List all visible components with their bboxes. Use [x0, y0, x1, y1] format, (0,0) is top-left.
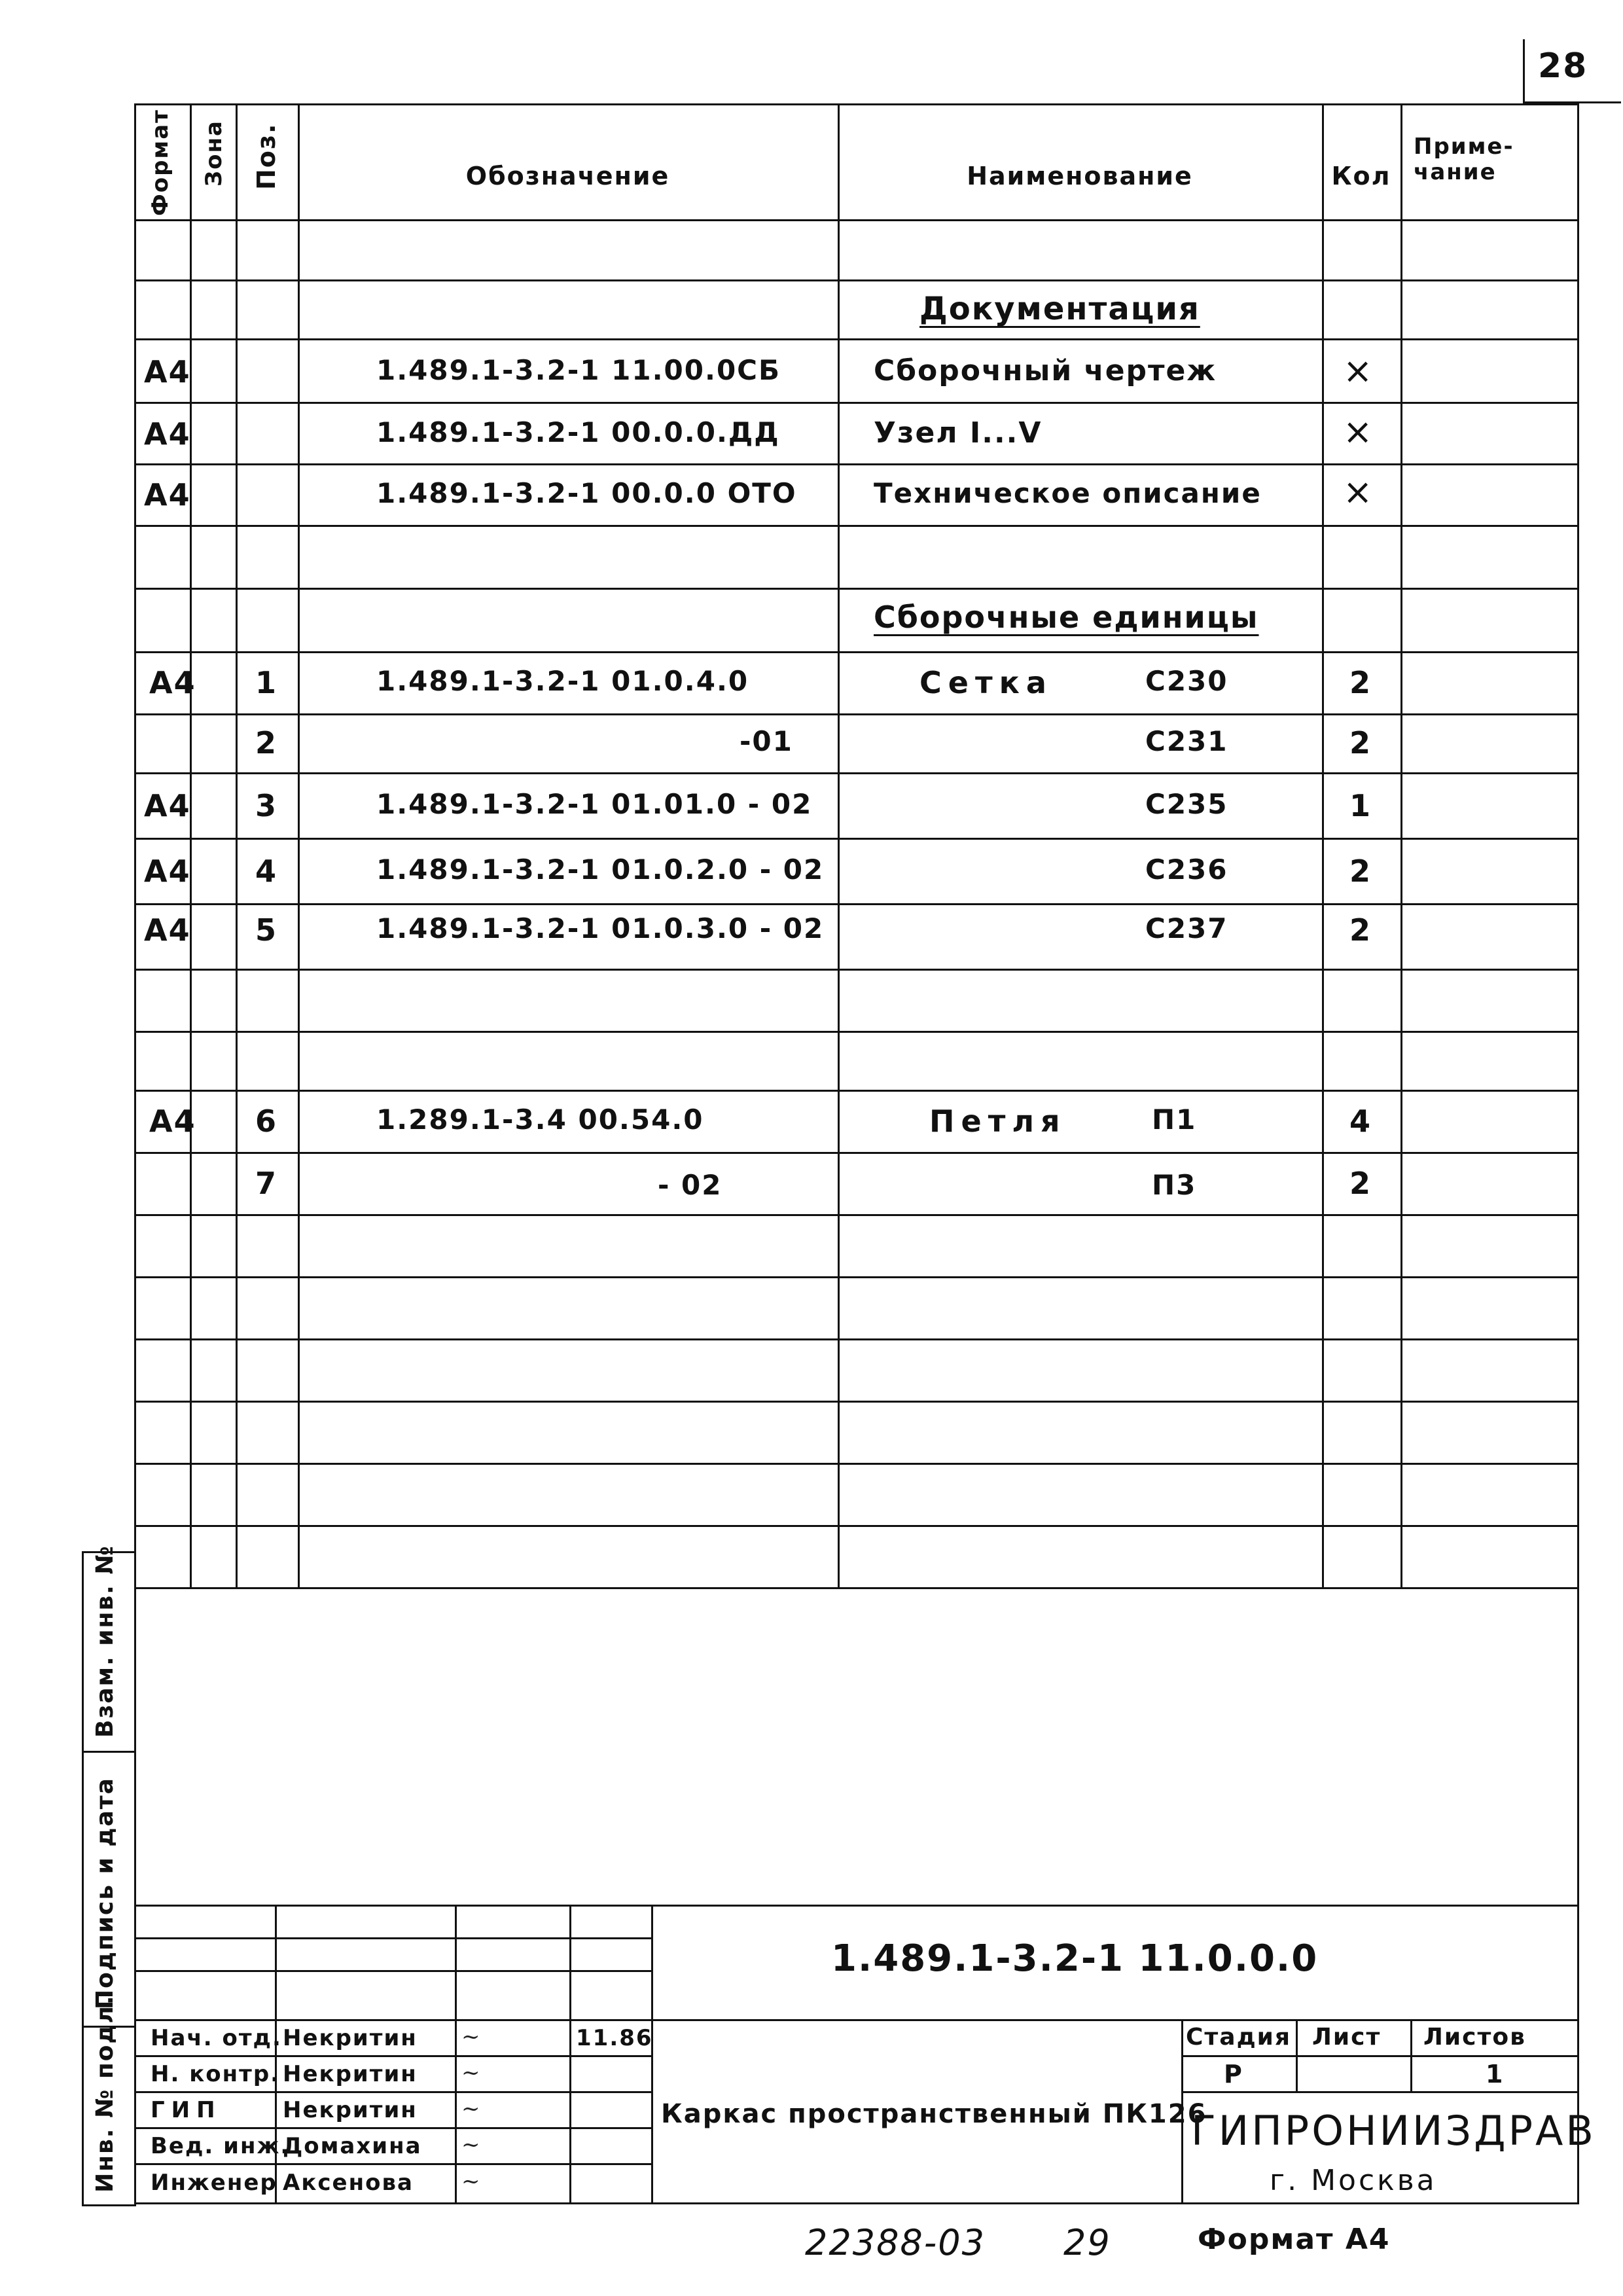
doc-title: Каркас пространственный ПК126 — [661, 2099, 1207, 2129]
header-zone: Зона — [201, 120, 227, 187]
row-format: А4 — [144, 477, 191, 512]
row-format: А4 — [144, 788, 191, 823]
sheet-label: Лист — [1312, 2024, 1382, 2051]
row-pos: 1 — [255, 665, 278, 700]
city: г. Москва — [1270, 2164, 1437, 2197]
row-designation: 1.489.1-3.2-1 00.0.0 ОТО — [376, 477, 797, 509]
row-qty: 4 — [1349, 1103, 1372, 1139]
row-mark: С236 — [1145, 853, 1228, 886]
row-qty: × — [1343, 411, 1373, 452]
footer-page: 29 — [1063, 2222, 1111, 2263]
sheets-value: 1 — [1486, 2060, 1505, 2089]
staff-name: Некритин — [283, 2097, 418, 2123]
row-pos: 4 — [255, 853, 278, 889]
organization: ГИПРОНИИЗДРАВ — [1191, 2107, 1596, 2155]
staff-role: Инженер — [151, 2170, 277, 2196]
footer-format: Формат А4 — [1198, 2223, 1391, 2256]
staff-role: ГИП — [151, 2097, 222, 2123]
row-pos: 3 — [255, 788, 278, 823]
row-designation: 1.489.1-3.2-1 01.0.4.0 — [376, 665, 749, 697]
staff-role: Нач. отд. — [151, 2025, 282, 2051]
row-designation: 1.489.1-3.2-1 01.01.0 - 02 — [376, 788, 813, 820]
row-designation: - 02 — [658, 1169, 722, 1201]
staff-role: Н. контр. — [151, 2061, 281, 2087]
row-pos: 2 — [255, 725, 278, 761]
row-mark: П3 — [1152, 1169, 1197, 1201]
row-format: А4 — [144, 853, 191, 889]
row-format: А4 — [149, 665, 196, 700]
staff-role: Вед. инж. — [151, 2133, 291, 2159]
row-qty: 2 — [1349, 912, 1372, 948]
section-title: Документация — [919, 291, 1200, 327]
header-qty: Кол — [1331, 162, 1391, 190]
row-qty: 2 — [1349, 853, 1372, 889]
staff-name: Аксенова — [283, 2170, 414, 2196]
staff-name: Некритин — [283, 2025, 418, 2051]
stage-value: Р — [1224, 2060, 1243, 2089]
row-format: А4 — [144, 416, 191, 452]
side-label-inv: Инв. № подл. — [92, 1994, 118, 2193]
row-qty: 2 — [1349, 1166, 1372, 1201]
row-qty: × — [1343, 471, 1373, 512]
row-designation: 1.489.1-3.2-1 01.0.3.0 - 02 — [376, 912, 825, 944]
row-name: Техническое описание — [874, 477, 1262, 509]
header-designation: Обозначение — [465, 162, 670, 190]
stage-label: Стадия — [1186, 2024, 1291, 2051]
archive-number: 22388-03 — [805, 2222, 986, 2263]
row-qty: 2 — [1349, 665, 1372, 700]
row-mark: С237 — [1145, 912, 1228, 944]
row-format: А4 — [149, 1103, 196, 1139]
sheets-label: Листов — [1423, 2024, 1526, 2051]
row-designation: 1.489.1-3.2-1 00.0.0.ДД — [376, 416, 780, 448]
signature: ~ — [461, 2024, 480, 2050]
row-pos: 6 — [255, 1103, 278, 1139]
row-name: Сетка — [919, 665, 1053, 700]
row-qty: × — [1343, 350, 1373, 391]
row-mark: С235 — [1145, 788, 1228, 820]
page-number-divider — [1523, 39, 1525, 101]
page-number: 28 — [1538, 46, 1588, 86]
row-designation: -01 — [740, 725, 793, 757]
header-name: Наименование — [967, 162, 1193, 190]
row-mark: С231 — [1145, 725, 1228, 757]
signature: ~ — [461, 2168, 480, 2195]
row-name: Узел I...V — [874, 416, 1043, 450]
staff-name: Домахина — [283, 2133, 422, 2159]
row-qty: 2 — [1349, 725, 1372, 761]
row-mark: П1 — [1152, 1103, 1197, 1136]
row-designation: 1.489.1-3.2-1 11.00.0СБ — [376, 354, 781, 386]
signature: ~ — [461, 2096, 480, 2122]
row-format: А4 — [144, 354, 191, 389]
row-designation: 1.289.1-3.4 00.54.0 — [376, 1103, 704, 1136]
doc-number: 1.489.1-3.2-1 11.0.0.0 — [831, 1937, 1319, 1980]
sign-date: 11.86 — [576, 2025, 653, 2051]
section-title: Сборочные единицы — [874, 600, 1259, 635]
row-pos: 5 — [255, 912, 278, 948]
side-label-podpis: Подпись и дата — [92, 1777, 118, 2009]
header-format: Формат — [147, 109, 173, 216]
staff-name: Некритин — [283, 2061, 418, 2087]
side-label-vzam: Взам. инв. № — [92, 1545, 118, 1738]
row-name: Петля — [929, 1103, 1067, 1139]
row-format: А4 — [144, 912, 191, 948]
row-qty: 1 — [1349, 788, 1372, 823]
row-pos: 7 — [255, 1166, 278, 1201]
row-designation: 1.489.1-3.2-1 01.0.2.0 - 02 — [376, 853, 825, 886]
signature: ~ — [461, 2060, 480, 2086]
signature: ~ — [461, 2132, 480, 2158]
header-pos: Поз. — [252, 122, 281, 190]
row-name: Сборочный чертеж — [874, 354, 1217, 387]
row-mark: С230 — [1145, 665, 1228, 697]
header-note: Приме-чание — [1414, 134, 1514, 186]
